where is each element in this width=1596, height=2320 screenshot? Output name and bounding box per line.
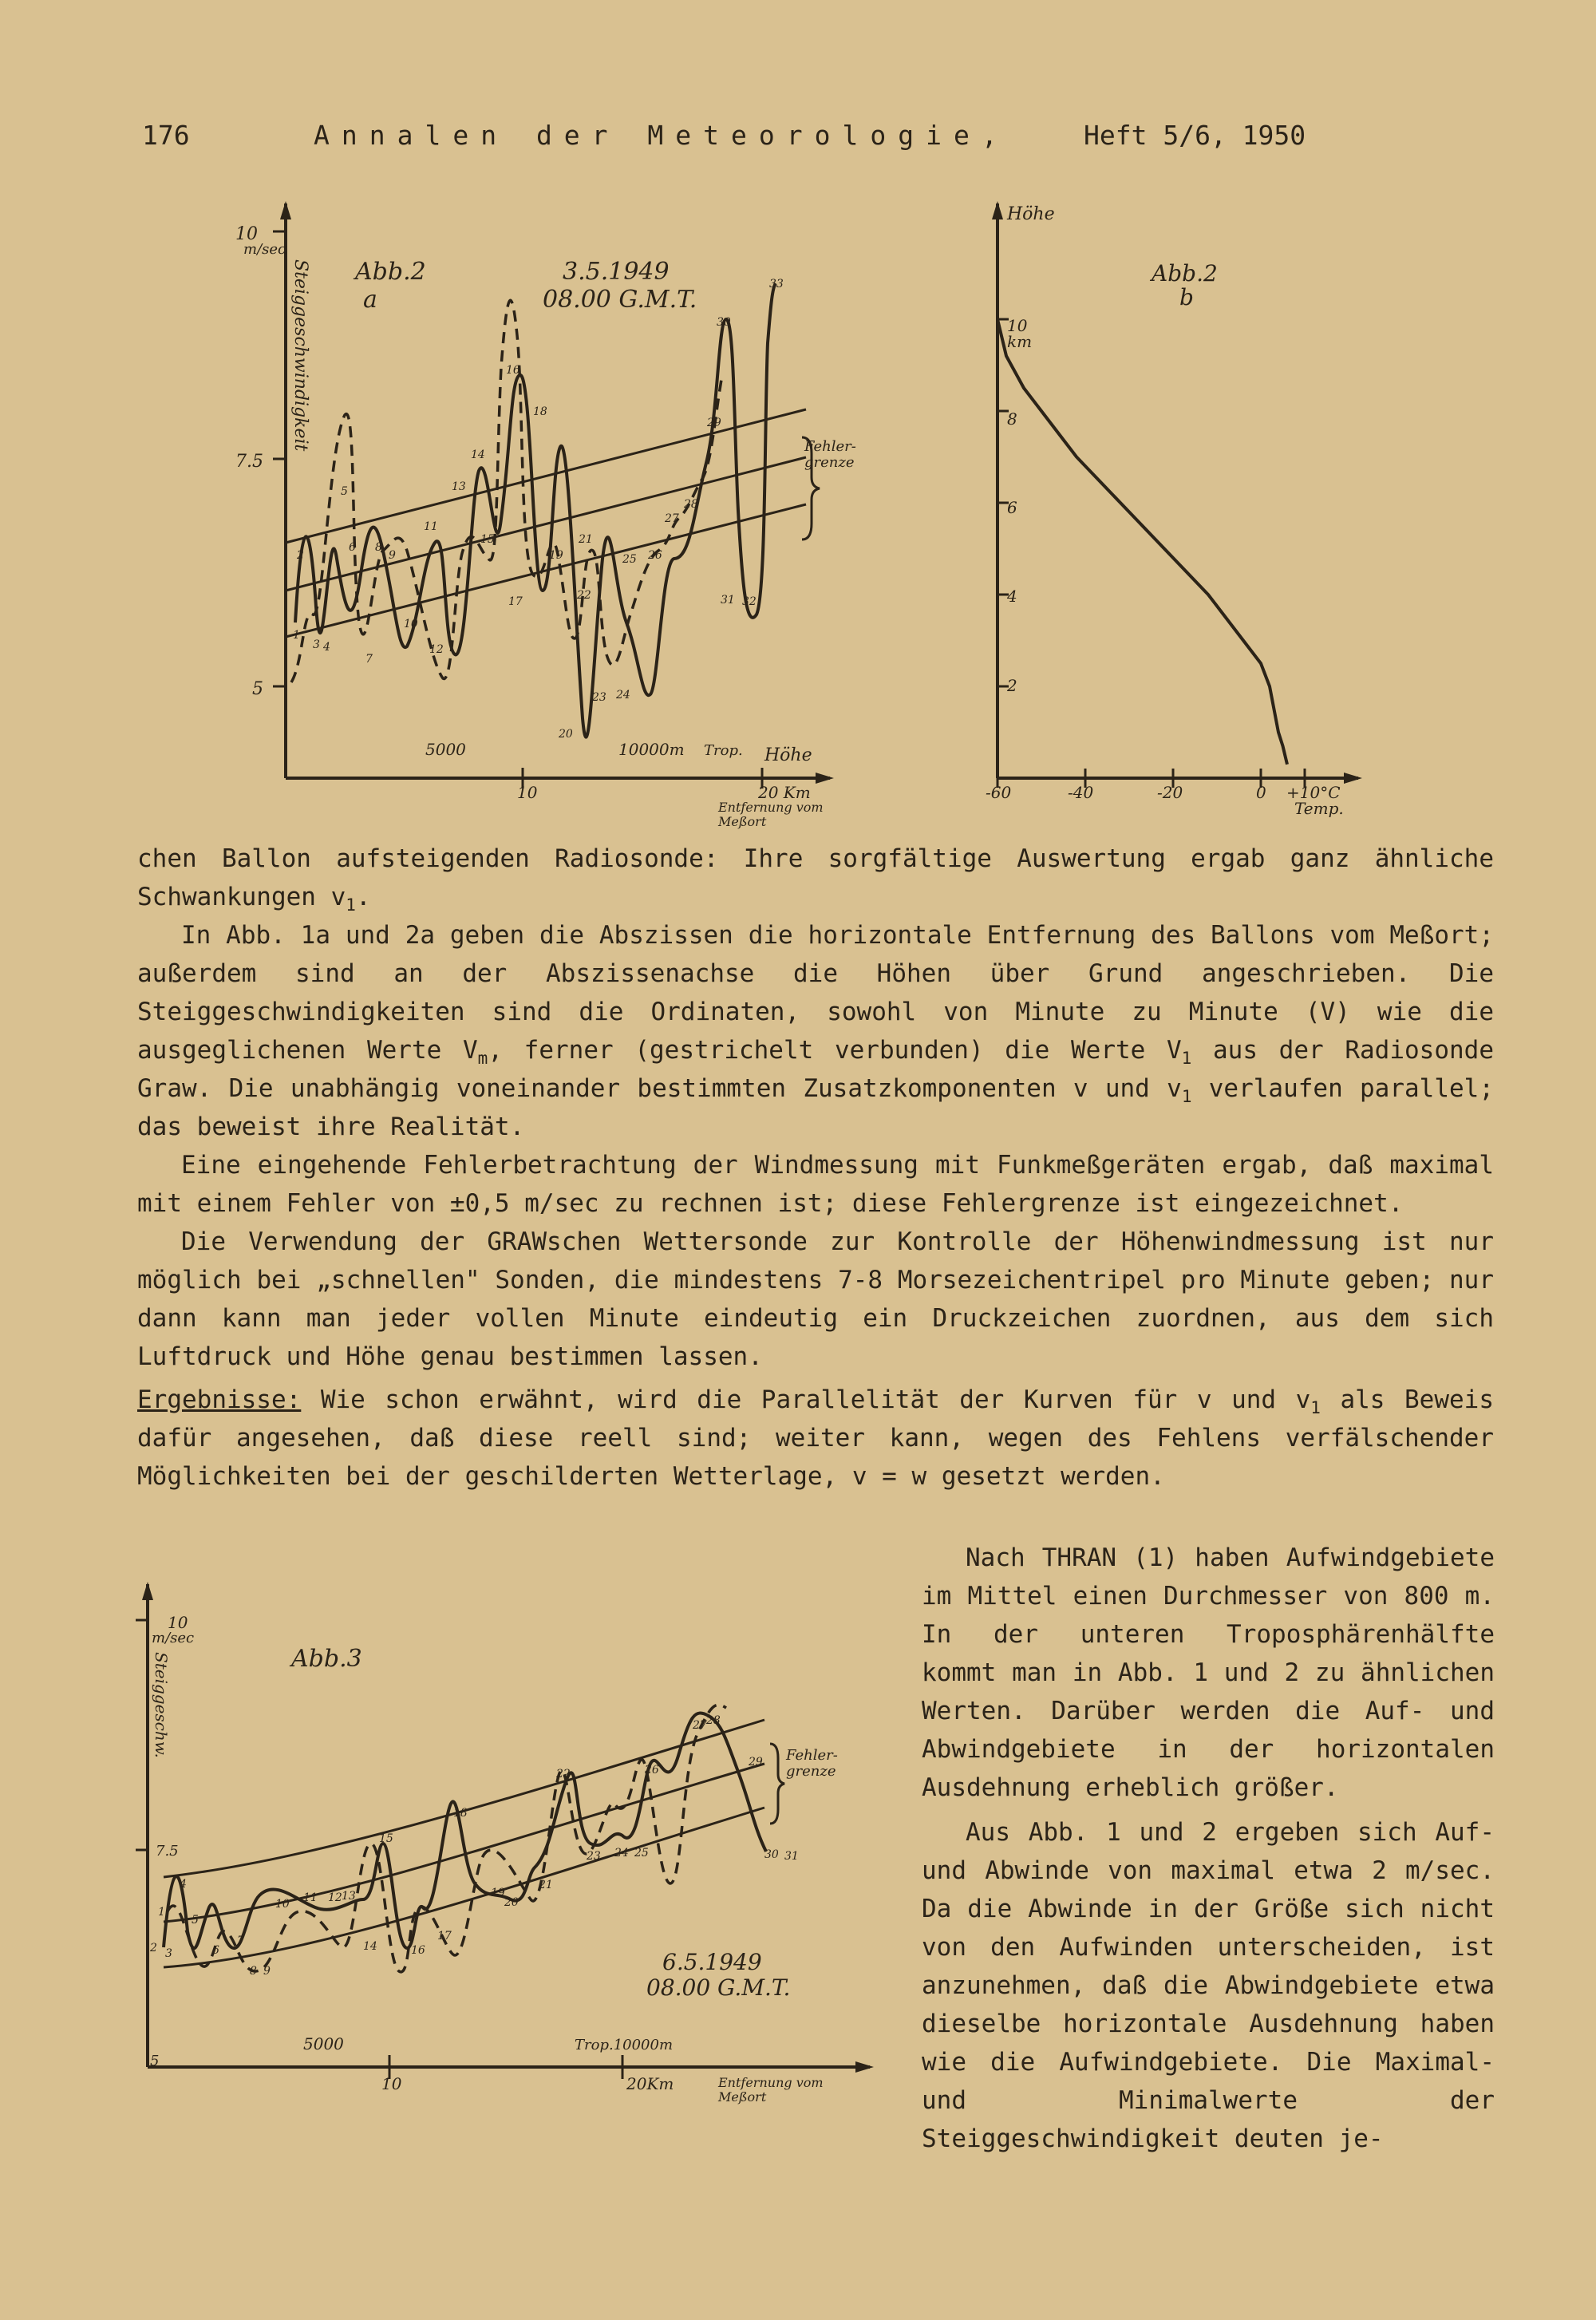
svg-text:27: 27 bbox=[693, 1719, 707, 1732]
svg-text:7: 7 bbox=[237, 1935, 244, 1947]
fig3-error-bound-2: grenze bbox=[786, 1763, 836, 1780]
fig2b-x-tick-0: 0 bbox=[1256, 783, 1266, 802]
page-number: 176 bbox=[142, 120, 190, 151]
paragraph-5: Ergebnisse: Wie schon erwähnt, wird die Parallelität der Kurven für v und $v_1$ als Beweis dafür angesehen, daß diese reell sind; weiter kann, wegen des Fehlens verfälschender Möglichkeiten bei der geschilderten Wetterlage, v = w gesetzt werden. bbox=[137, 1385, 1494, 1491]
svg-text:32: 32 bbox=[742, 595, 757, 608]
svg-text:27: 27 bbox=[665, 512, 679, 525]
svg-text:4: 4 bbox=[180, 1878, 187, 1891]
figure-2a bbox=[215, 200, 902, 838]
svg-text:28: 28 bbox=[706, 1714, 721, 1727]
fig2a-y-tick-10: 10 bbox=[235, 224, 258, 244]
fig3-x-label-1: Entfernung vom bbox=[718, 2075, 824, 2090]
fig3-x-label-2: Meßort bbox=[718, 2089, 767, 2105]
svg-text:6: 6 bbox=[212, 1944, 219, 1957]
svg-text:22: 22 bbox=[577, 589, 591, 602]
svg-text:30: 30 bbox=[717, 316, 731, 329]
svg-text:14: 14 bbox=[363, 1940, 377, 1953]
svg-text:21: 21 bbox=[579, 533, 593, 546]
svg-text:16: 16 bbox=[506, 364, 520, 377]
svg-text:10: 10 bbox=[404, 618, 418, 630]
running-header bbox=[142, 120, 1499, 160]
fig2a-date: 3.5.1949 bbox=[563, 258, 670, 286]
svg-text:22: 22 bbox=[556, 1768, 571, 1781]
svg-text:13: 13 bbox=[452, 480, 466, 493]
fig3-date: 6.5.1949 bbox=[662, 1949, 762, 1975]
fig3-x-tick-10: 10 bbox=[381, 2074, 402, 2093]
figure-2b bbox=[958, 200, 1373, 830]
svg-text:17: 17 bbox=[508, 595, 523, 608]
svg-text:12: 12 bbox=[328, 1891, 342, 1904]
svg-text:9: 9 bbox=[389, 549, 396, 562]
fig2b-x-tick--20: -20 bbox=[1157, 783, 1183, 802]
svg-text:13: 13 bbox=[342, 1890, 356, 1903]
fig2b-label: Abb.2 bbox=[1152, 260, 1218, 287]
svg-text:10: 10 bbox=[275, 1898, 290, 1911]
fig3-y-tick-10: 10 bbox=[168, 1613, 188, 1632]
journal-title: Annalen der Meteorologie, bbox=[314, 120, 1009, 151]
svg-text:29: 29 bbox=[749, 1756, 763, 1769]
fig3-height-trop: Trop.10000m bbox=[575, 2037, 674, 2053]
svg-text:33: 33 bbox=[769, 278, 784, 290]
fig3-label: Abb.3 bbox=[291, 1645, 362, 1673]
svg-text:11: 11 bbox=[424, 520, 438, 533]
fig2b-y-tick-km: km bbox=[1007, 332, 1033, 351]
issue-label: Heft 5/6, 1950 bbox=[1084, 120, 1306, 151]
fig2b-x-label: Temp. bbox=[1294, 799, 1344, 818]
fig2a-x-tick-20: 20 Km bbox=[758, 783, 811, 802]
svg-text:9: 9 bbox=[263, 1965, 271, 1978]
svg-text:30: 30 bbox=[764, 1848, 779, 1861]
fig3-time: 08.00 G.M.T. bbox=[646, 1974, 791, 2001]
fig3-y-tick-5: 5 bbox=[150, 2053, 160, 2069]
fig2a-height-5000: 5000 bbox=[425, 740, 466, 759]
paragraph-4: Die Verwendung der GRAWschen Wettersonde zur Kontrolle der Höhenwindmessung ist nur möglich bei „schnellen" Sonden, die mindestens 7-8 Morsezeichentripel pro Minute geben; nur dann kann man jeder vollen Minute eindeutig ein Druckzeichen zuordnen, aus dem sich Luftdruck und Höhe genau bestimmen lassen. bbox=[137, 1227, 1494, 1371]
svg-text:31: 31 bbox=[784, 1850, 799, 1863]
fig3-height-5000: 5000 bbox=[303, 2034, 344, 2053]
svg-text:23: 23 bbox=[592, 691, 606, 704]
body-text-upper bbox=[137, 840, 1494, 1496]
svg-text:28: 28 bbox=[684, 498, 698, 511]
svg-text:12: 12 bbox=[429, 643, 444, 656]
svg-text:19: 19 bbox=[491, 1887, 505, 1899]
svg-text:24: 24 bbox=[616, 689, 630, 702]
fig2a-y-tick-5: 5 bbox=[252, 679, 263, 699]
svg-text:3: 3 bbox=[313, 638, 320, 651]
paragraph-7: Aus Abb. 1 und 2 ergeben sich Auf- und Abwinde von maximal etwa 2 m/sec. Da die Abwinde in der Größe sich nicht von den Aufwinden unterscheiden, ist anzunehmen, daß die Abwindgebiete etwa dieselbe horizontale Ausdehnung haben wie die Aufwindgebiete. Die Maximal- und Minimalwerte der Steiggeschwindigkeit deuten je- bbox=[922, 1818, 1495, 2153]
fig2a-x-tick-10: 10 bbox=[517, 783, 538, 802]
fig2a-error-bound-2: grenze bbox=[804, 454, 855, 471]
paragraph-1: chen Ballon aufsteigenden Radiosonde: Ihre sorgfältige Auswertung ergab ganz ähnliche Schwankungen $v_1$. bbox=[137, 844, 1494, 915]
svg-text:15: 15 bbox=[379, 1832, 393, 1845]
fig2b-y-tick-8: 8 bbox=[1007, 409, 1017, 429]
body-text-right-column bbox=[922, 1539, 1495, 2158]
svg-text:23: 23 bbox=[587, 1850, 601, 1863]
fig2b-x-tick-10: +10°C bbox=[1286, 783, 1341, 802]
svg-text:2: 2 bbox=[150, 1942, 157, 1954]
paragraph-6: Nach THRAN (1) haben Aufwindgebiete im Mittel einen Durchmesser von 800 m. In der unteren Troposphärenhälfte kommt man in Abb. 1 und 2 zu ähnlichen Werten. Darüber werden die Auf- und Abwindgebiete in der horizontalen Ausdehnung erheblich größer. bbox=[922, 1543, 1495, 1802]
svg-text:4: 4 bbox=[323, 641, 330, 654]
fig2b-y-tick-6: 6 bbox=[1007, 498, 1017, 517]
fig2a-y-tick-7.5: 7.5 bbox=[235, 452, 263, 472]
fig2a-x-label-1: Entfernung vom bbox=[718, 800, 824, 815]
fig3-error-bound-1: Fehler- bbox=[786, 1747, 838, 1764]
svg-text:14: 14 bbox=[471, 449, 485, 461]
svg-text:5: 5 bbox=[192, 1914, 199, 1927]
svg-text:6: 6 bbox=[349, 541, 356, 554]
svg-text:11: 11 bbox=[303, 1891, 318, 1904]
fig3-y-unit: m/sec bbox=[152, 1630, 195, 1646]
svg-text:21: 21 bbox=[539, 1879, 553, 1891]
svg-text:1: 1 bbox=[158, 1906, 165, 1919]
svg-text:26: 26 bbox=[645, 1764, 659, 1777]
fig3-y-axis-label: Steiggeschw. bbox=[152, 1652, 171, 1758]
fig2a-y-axis-label: Steiggeschwindigkeit bbox=[290, 259, 310, 452]
svg-text:31: 31 bbox=[721, 594, 735, 607]
svg-text:20: 20 bbox=[504, 1896, 519, 1909]
paragraph-3: Eine eingehende Fehlerbetrachtung der Windmessung mit Funkmeßgeräten ergab, daß maximal mit einem Fehler von ±0,5 m/sec zu rechnen ist; diese Fehlergrenze ist eingezeichnet. bbox=[137, 1151, 1494, 1218]
svg-text:2: 2 bbox=[297, 549, 304, 562]
fig2a-y-unit: m/sec bbox=[243, 241, 286, 258]
paragraph-2: In Abb. 1a und 2a geben die Abszissen die horizontale Entfernung des Ballons vom Meßort; außerdem sind an der Abszissenachse die Höhen über Grund angeschrieben. Die Steiggeschwindigkeiten sind die Ordinaten, sowohl von Minute zu Minute (V) wie die ausgeglichenen Werte $V_m$, ferner (gestrichelt verbunden) die Werte $V_1$ aus der Radiosonde Graw. Die unabhängig voneinander bestimmten Zusatzkomponenten v und $v_1$ verlaufen parallel; das beweist ihre Realität. bbox=[137, 921, 1494, 1141]
figure-3 bbox=[136, 1580, 882, 2155]
svg-text:26: 26 bbox=[648, 549, 662, 562]
svg-text:18: 18 bbox=[533, 405, 547, 418]
svg-text:24: 24 bbox=[614, 1847, 629, 1860]
svg-text:8: 8 bbox=[375, 541, 382, 554]
svg-text:15: 15 bbox=[480, 533, 495, 546]
fig2a-error-bound-1: Fehler- bbox=[804, 438, 856, 455]
fig3-y-tick-7.5: 7.5 bbox=[156, 1843, 179, 1860]
results-heading: Ergebnisse: bbox=[137, 1385, 302, 1414]
fig2b-x-tick--60: -60 bbox=[986, 783, 1012, 802]
svg-text:1: 1 bbox=[293, 629, 300, 642]
svg-text:20: 20 bbox=[559, 728, 573, 741]
fig2b-y-axis-label: Höhe bbox=[1007, 204, 1055, 224]
fig2b-x-tick--40: -40 bbox=[1068, 783, 1094, 802]
svg-text:25: 25 bbox=[622, 553, 637, 566]
svg-text:25: 25 bbox=[634, 1847, 649, 1860]
svg-text:17: 17 bbox=[437, 1930, 452, 1943]
fig2b-sub: b bbox=[1179, 284, 1194, 310]
fig2a-height-label: Höhe bbox=[764, 745, 812, 765]
fig3-x-tick-20: 20Km bbox=[626, 2074, 674, 2093]
svg-text:5: 5 bbox=[341, 485, 348, 498]
fig2a-label: Abb.2 bbox=[355, 258, 426, 286]
svg-text:3: 3 bbox=[165, 1947, 172, 1960]
svg-text:16: 16 bbox=[411, 1944, 425, 1957]
fig2a-height-10000: 10000m bbox=[618, 740, 685, 759]
fig2a-sub: a bbox=[363, 286, 377, 314]
fig2b-y-tick-2: 2 bbox=[1007, 676, 1017, 695]
svg-text:19: 19 bbox=[549, 549, 563, 562]
svg-text:7: 7 bbox=[365, 653, 373, 666]
fig2a-x-label-2: Meßort bbox=[718, 814, 767, 829]
svg-text:18: 18 bbox=[453, 1807, 468, 1820]
fig2a-time: 08.00 G.M.T. bbox=[543, 286, 697, 314]
fig2b-y-tick-10: 10 bbox=[1007, 316, 1028, 335]
fig2a-height-trop: Trop. bbox=[704, 742, 743, 759]
svg-text:8: 8 bbox=[250, 1965, 257, 1978]
svg-text:29: 29 bbox=[707, 417, 721, 429]
fig2b-y-tick-4: 4 bbox=[1007, 587, 1017, 606]
fig2b-temperature-profile bbox=[998, 251, 1287, 765]
